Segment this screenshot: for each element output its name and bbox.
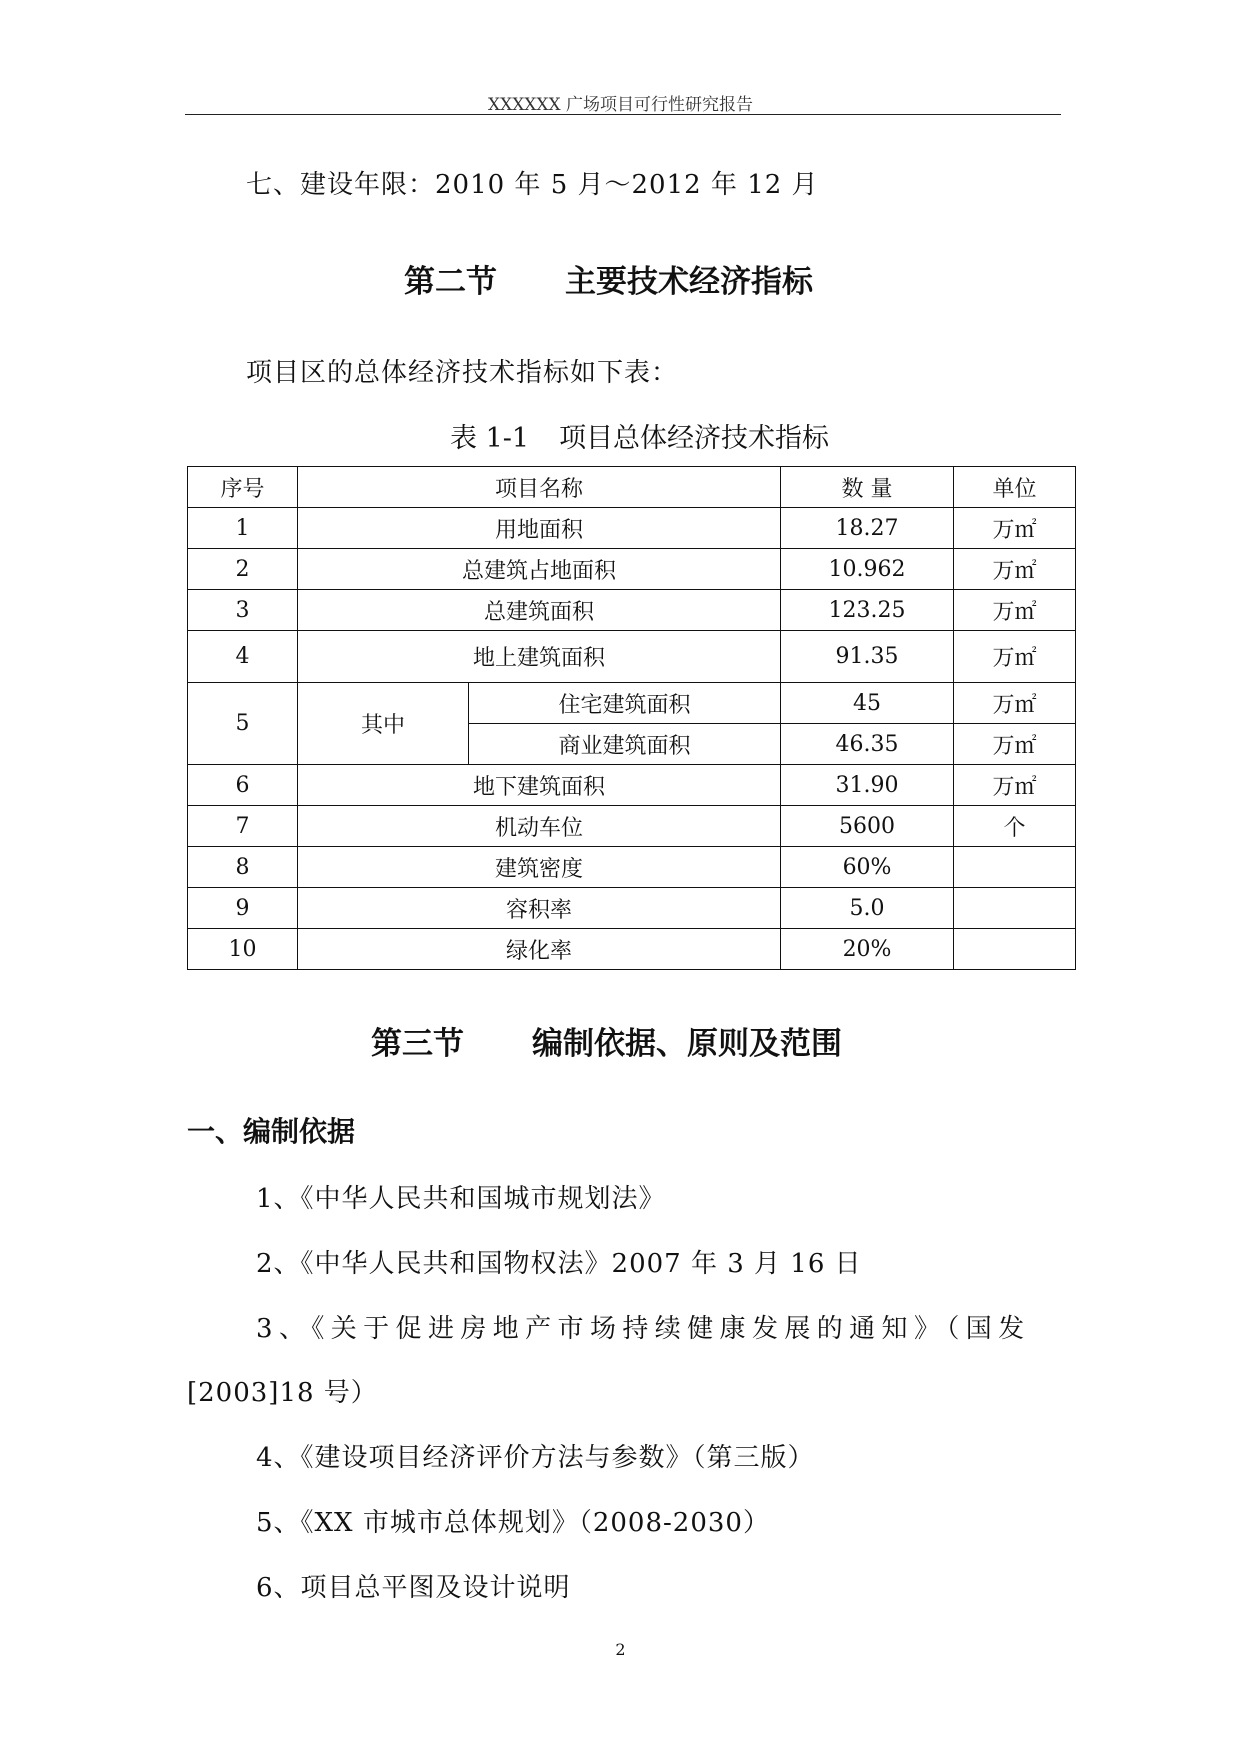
section-2-heading — [404, 256, 813, 301]
row-value: 45 — [781, 683, 954, 724]
section-3-number: 第三节 — [371, 1026, 464, 1062]
row-number: 9 — [188, 888, 298, 929]
section-2-title: 主要技术经济指标 — [565, 264, 813, 300]
header-rule — [185, 114, 1061, 115]
row-value: 31.90 — [781, 765, 954, 806]
row-name: 机动车位 — [298, 806, 781, 847]
row-value: 46.35 — [781, 724, 954, 765]
table-row — [188, 806, 1076, 847]
row-unit: 万㎡ — [954, 724, 1076, 765]
table-caption-number: 表 1-1 — [450, 423, 530, 454]
row-name: 绿化率 — [298, 929, 781, 970]
basis-item-continuation: [2003]18 号） — [187, 1378, 378, 1408]
indicators-table — [187, 466, 1076, 970]
row-unit: 万㎡ — [954, 590, 1076, 631]
row-unit: 万㎡ — [954, 631, 1076, 683]
basis-item: 6、项目总平图及设计说明 — [256, 1573, 571, 1603]
table-row — [188, 508, 1076, 549]
basis-item: 3、《关于促进房地产市场持续健康发展的通知》（国发 — [256, 1314, 1031, 1344]
header-cell: 单位 — [954, 467, 1076, 508]
row-value: 123.25 — [781, 590, 954, 631]
row-name: 总建筑面积 — [298, 590, 781, 631]
row-value: 60% — [781, 847, 954, 888]
running-header: XXXXXX 广场项目可行性研究报告 — [487, 95, 754, 115]
row-number: 5 — [188, 683, 298, 765]
row-unit: 个 — [954, 806, 1076, 847]
table-row — [188, 888, 1076, 929]
header-cell: 序号 — [188, 467, 298, 508]
subheading-basis: 一、编制依据 — [187, 1115, 356, 1148]
row-value: 20% — [781, 929, 954, 970]
section-2-number: 第二节 — [404, 264, 497, 300]
row-group-label: 其中 — [298, 683, 469, 765]
construction-period: 七、建设年限：2010 年 5 月～2012 年 12 月 — [246, 170, 819, 200]
basis-item: 4、《建设项目经济评价方法与参数》（第三版） — [256, 1443, 815, 1473]
row-unit: 万㎡ — [954, 549, 1076, 590]
row-value: 18.27 — [781, 508, 954, 549]
basis-item: 1、《中华人民共和国城市规划法》 — [256, 1184, 666, 1214]
row-number: 1 — [188, 508, 298, 549]
row-number: 7 — [188, 806, 298, 847]
row-subname: 商业建筑面积 — [469, 724, 781, 765]
row-value: 5600 — [781, 806, 954, 847]
row-number: 8 — [188, 847, 298, 888]
row-unit — [954, 888, 1076, 929]
row-value: 91.35 — [781, 631, 954, 683]
table-row — [188, 765, 1076, 806]
row-name: 容积率 — [298, 888, 781, 929]
row-number: 4 — [188, 631, 298, 683]
page-number: 2 — [615, 1640, 626, 1659]
row-name: 地上建筑面积 — [298, 631, 781, 683]
section-3-title: 编制依据、原则及范围 — [532, 1026, 842, 1062]
row-subname: 住宅建筑面积 — [469, 683, 781, 724]
basis-item: 5、《XX 市城市总体规划》（2008-2030） — [256, 1508, 770, 1538]
table-row — [188, 631, 1076, 683]
row-unit: 万㎡ — [954, 683, 1076, 724]
row-value: 10.962 — [781, 549, 954, 590]
table-caption-title: 项目总体经济技术指标 — [559, 423, 830, 454]
row-unit — [954, 847, 1076, 888]
row-number: 6 — [188, 765, 298, 806]
section-3-heading — [371, 1018, 842, 1063]
row-name: 总建筑占地面积 — [298, 549, 781, 590]
row-number: 3 — [188, 590, 298, 631]
row-name: 建筑密度 — [298, 847, 781, 888]
row-number: 10 — [188, 929, 298, 970]
table-row — [188, 929, 1076, 970]
row-name: 用地面积 — [298, 508, 781, 549]
header-cell: 项目名称 — [298, 467, 781, 508]
row-value: 5.0 — [781, 888, 954, 929]
row-unit — [954, 929, 1076, 970]
basis-item: 2、《中华人民共和国物权法》2007 年 3 月 16 日 — [256, 1249, 862, 1279]
row-name: 地下建筑面积 — [298, 765, 781, 806]
table-intro: 项目区的总体经济技术指标如下表： — [246, 358, 679, 388]
row-unit: 万㎡ — [954, 508, 1076, 549]
table-row — [188, 549, 1076, 590]
header-cell: 数 量 — [781, 467, 954, 508]
table-caption — [450, 416, 829, 455]
table-row — [188, 847, 1076, 888]
row-unit: 万㎡ — [954, 765, 1076, 806]
row-number: 2 — [188, 549, 298, 590]
table-header-row — [188, 467, 1076, 508]
table-row — [188, 683, 1076, 724]
table-row — [188, 590, 1076, 631]
